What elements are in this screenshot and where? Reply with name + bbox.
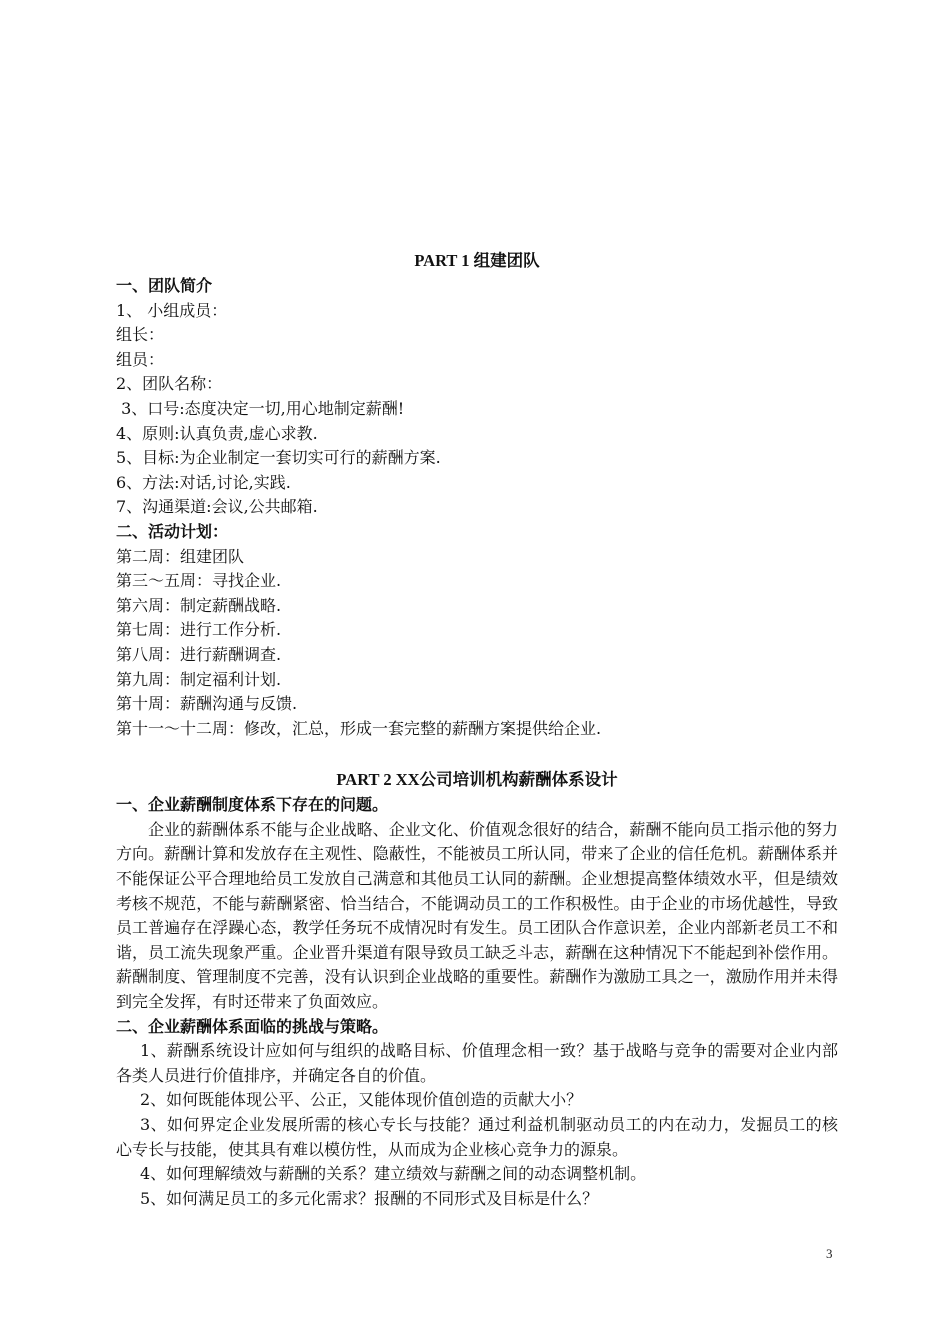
- list-item: 第六周：制定薪酬战略.: [116, 595, 282, 615]
- problems-paragraph: 企业的薪酬体系不能与企业战略、企业文化、价值观念很好的结合，薪酬不能向员工指示他的努力方向。薪酬计算和发放存在主观性、隐蔽性，不能被员工所认同，带来了企业的信任危机。薪酬体系并不能保证公平合理地给员工发放自己满意和其他员工认同的薪酬。企业想提高整体绩效水平，但是绩效考核不规范，不能与薪酬紧密、恰当结合，不能调动员工的工作积极性。由于企业的市场优越性，导致员工普遍存在浮躁心态，教学任务玩不成情况时有发生。员工团队合作意识差，企业内部新老员工不和谐，员工流失现象严重。企业晋升渠道有限导致员工缺乏斗志，薪酬在这种情况下不能起到补偿作用。薪酬制度、管理制度不完善，没有认识到企业战略的重要性。薪酬作为激励工具之一，激励作用并未得到完全发挥，有时还带来了负面效应。: [116, 819, 838, 1012]
- part1-section2-heading: 二、活动计划：: [116, 521, 229, 541]
- list-item: 2、团队名称：: [116, 374, 223, 394]
- part1-title: PART 1 组建团队: [414, 251, 540, 270]
- list-item: 1、薪酬系统设计应如何与组织的战略目标、价值理念相一致？基于战略与竞争的需要对企业内部各类人员进行价值排序，并确定各自的价值。: [116, 1041, 838, 1085]
- challenges-list: [116, 1039, 838, 1211]
- list-item: 组长：: [116, 325, 165, 345]
- list-item: 第十一～十二周：修改，汇总，形成一套完整的薪酬方案提供给企业.: [116, 718, 602, 738]
- activity-plan-list: [116, 545, 838, 742]
- list-item: 第三～五周：寻找企业.: [116, 571, 282, 591]
- part2-section1-heading: 一、企业薪酬制度体系下存在的问题。: [116, 795, 389, 815]
- team-intro-list: [116, 299, 838, 520]
- list-item: 3、口号:态度决定一切,用心地制定薪酬!: [116, 398, 405, 418]
- list-item: 2、如何既能体现公平、公正，又能体现价值创造的贡献大小？: [140, 1090, 583, 1110]
- list-item: 3、如何界定企业发展所需的核心专长与技能？通过利益机制驱动员工的内在动力，发掘员工的核心专长与技能，使其具有难以模仿性，从而成为企业核心竞争力的源泉。: [116, 1115, 838, 1159]
- list-item: 第九周：制定福利计划.: [116, 669, 282, 689]
- list-item: 4、如何理解绩效与薪酬的关系？建立绩效与薪酬之间的动态调整机制。: [140, 1164, 647, 1184]
- list-item: 第十周：薪酬沟通与反馈.: [116, 694, 298, 714]
- page-number: 3: [826, 1246, 833, 1261]
- document-page: [116, 248, 838, 1211]
- list-item: 第七周：进行工作分析.: [116, 620, 282, 640]
- list-item: 5、目标:为企业制定一套切实可行的薪酬方案.: [116, 448, 441, 468]
- list-item: 第八周：进行薪酬调查.: [116, 644, 282, 664]
- section-gap: [116, 741, 838, 767]
- part2-section2-heading: 二、企业薪酬体系面临的挑战与策略。: [116, 1016, 389, 1036]
- list-item: 4、原则:认真负责,虚心求教.: [116, 423, 318, 443]
- list-item: 6、方法:对话,讨论,实践.: [116, 472, 291, 492]
- list-item: 1、 小组成员：: [116, 300, 228, 320]
- list-item: 第二周：组建团队: [116, 546, 245, 566]
- list-item: 5、如何满足员工的多元化需求？报酬的不同形式及目标是什么？: [140, 1188, 599, 1208]
- list-item: 组员：: [116, 349, 165, 369]
- part1-section1-heading: 一、团队简介: [116, 276, 213, 295]
- part2-title: PART 2 XX公司培训机构薪酬体系设计: [336, 770, 618, 790]
- list-item: 7、沟通渠道:会议,公共邮箱.: [116, 497, 318, 517]
